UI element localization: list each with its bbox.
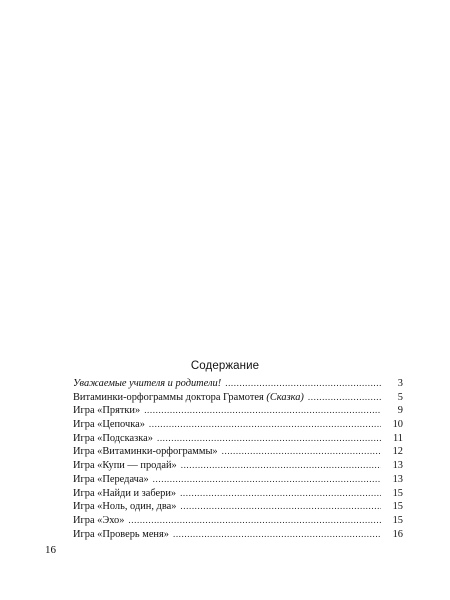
dot-leader [225, 377, 381, 391]
toc-entry-title: Уважаемые учителя и родители! [73, 378, 222, 389]
toc-entry-kupi-prodai [73, 459, 403, 473]
toc-entry-title: Игра «Витаминки-орфограммы» [73, 446, 218, 458]
toc-entry-vitaminki-game [73, 445, 403, 459]
toc-entry-naidi-i-zaberi [73, 487, 403, 501]
toc-entry-title: Игра «Цепочка» [73, 419, 145, 431]
toc-entry-page: 11 [392, 432, 403, 444]
page-number: 16 [45, 544, 56, 556]
toc-entry-title-wrap [73, 391, 304, 405]
toc-entry-page: 15 [392, 514, 403, 526]
dot-leader [128, 514, 381, 528]
table-of-contents [73, 377, 403, 541]
toc-entry-page: 13 [392, 460, 403, 472]
toc-entry-page: 3 [397, 378, 403, 389]
toc-entry-title-suffix: (Сказка) [266, 391, 304, 403]
toc-entry-title: Игра «Прятки» [73, 405, 141, 417]
dot-leader [180, 500, 381, 514]
toc-entry-podskazka [73, 432, 403, 446]
dot-leader [149, 418, 381, 432]
toc-entry-title: Витаминки-орфограммы доктора Грамотея [73, 391, 264, 403]
toc-entry-page: 10 [392, 419, 403, 431]
toc-entry-pryatki [73, 404, 403, 418]
toc-entry-page: 16 [392, 528, 403, 540]
dot-leader [222, 445, 381, 459]
toc-entry-title: Игра «Эхо» [73, 514, 125, 526]
toc-entry-teachers-parents [73, 377, 403, 391]
dot-leader [144, 404, 381, 418]
toc-entry-page: 9 [397, 405, 403, 417]
toc-entry-title: Игра «Проверь меня» [73, 528, 169, 540]
toc-heading: Содержание [190, 360, 260, 372]
toc-entry-prover-menya [73, 528, 403, 542]
dot-leader [181, 459, 381, 473]
toc-entry-page: 12 [392, 446, 403, 458]
toc-entry-title: Игра «Передача» [73, 473, 149, 485]
toc-entry-vitaminki-tale [73, 391, 403, 405]
toc-entry-page: 15 [392, 487, 403, 499]
toc-entry-nol-odin-dva [73, 500, 403, 514]
dot-leader [180, 487, 381, 501]
dot-leader [308, 391, 381, 405]
dot-leader [157, 432, 381, 446]
toc-entry-title: Игра «Подсказка» [73, 432, 153, 444]
toc-entry-page: 13 [392, 473, 403, 485]
toc-entry-ekho [73, 514, 403, 528]
dot-leader [173, 528, 381, 542]
toc-entry-title: Игра «Найди и забери» [73, 487, 177, 499]
toc-entry-title: Игра «Купи — продай» [73, 460, 177, 472]
toc-entry-page: 15 [392, 501, 403, 513]
toc-entry-page: 5 [397, 391, 403, 403]
toc-entry-tsepochka [73, 418, 403, 432]
dot-leader [153, 473, 381, 487]
toc-entry-peredacha [73, 473, 403, 487]
toc-entry-title: Игра «Ноль, один, два» [73, 501, 177, 513]
